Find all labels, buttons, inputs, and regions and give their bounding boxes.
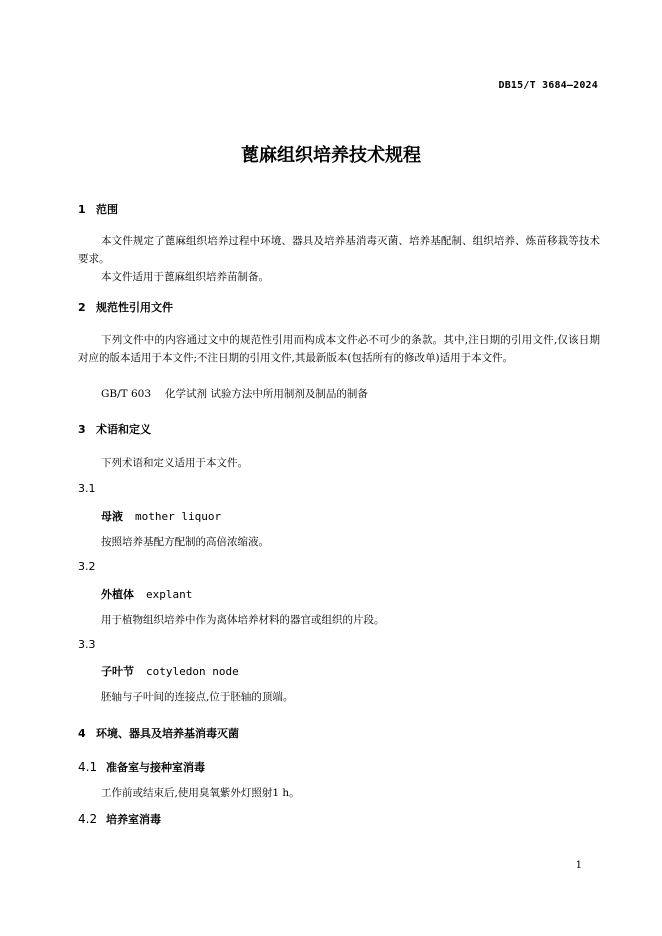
section-title: 范围: [96, 203, 118, 216]
term-english: mother liquor: [135, 510, 222, 523]
scope-paragraph-2: 本文件适用于蓖麻组织培养苗制备。: [101, 271, 269, 283]
term-chinese: 母液: [101, 510, 123, 523]
section-title: 环境、器具及培养基消毒灭菌: [96, 727, 239, 740]
section-number: 2: [78, 301, 86, 314]
subsection-title: 培养室消毒: [106, 813, 161, 826]
subsection-4-1-heading: [78, 759, 205, 775]
section-4-heading: [78, 725, 239, 741]
term-definition: 按照培养基配方配制的高倍浓缩液。: [101, 536, 269, 548]
page-number: 1: [575, 860, 582, 871]
term-entry: [101, 586, 192, 602]
subsection-number: 4.2: [78, 812, 98, 826]
reference-entry: [101, 386, 368, 401]
term-definition: 用于植物组织培养中作为离体培养材料的器官或组织的片段。: [101, 614, 385, 626]
subsection-4-1-text: 工作前或结束后,使用臭氧紫外灯照射1 h。: [101, 787, 300, 799]
term-english: cotyledon node: [146, 665, 239, 678]
section-1-heading: [78, 201, 118, 217]
term-chinese: 子叶节: [101, 665, 134, 678]
section-2-heading: [78, 299, 173, 315]
term-number: 3.2: [78, 560, 96, 573]
section-number: 1: [78, 203, 86, 216]
subsection-title: 准备室与接种室消毒: [106, 761, 205, 774]
standard-code: DB15/T 3684—2024: [498, 80, 598, 91]
section-number: 4: [78, 727, 86, 740]
term-english: explant: [146, 588, 193, 601]
section-title: 术语和定义: [96, 423, 151, 436]
reference-code: GB/T 603: [101, 388, 152, 400]
section-title: 规范性引用文件: [96, 301, 173, 314]
terms-intro-paragraph: 下列术语和定义适用于本文件。: [101, 457, 248, 469]
term-entry: [101, 508, 221, 524]
document-title: 蓖麻组织培养技术规程: [241, 145, 421, 166]
term-number: 3.1: [78, 482, 96, 495]
scope-paragraph-1: 本文件规定了蓖麻组织培养过程中环境、器具及培养基消毒灭菌、培养基配制、组织培养、炼苗移栽等技术要求。: [78, 235, 600, 265]
term-definition: 胚轴与子叶间的连接点,位于胚轴的顶端。: [101, 691, 294, 703]
term-entry: [101, 663, 239, 679]
section-3-heading: [78, 421, 151, 437]
term-chinese: 外植体: [101, 588, 134, 601]
normative-references-paragraph: 下列文件中的内容通过文中的规范性引用而构成本文件必不可少的条款。其中,注日期的引用文件,仅该日期对应的版本适用于本文件;不注日期的引用文件,其最新版本(包括所有的修改单)适用于本文件。: [78, 334, 600, 364]
subsection-number: 4.1: [78, 760, 98, 774]
section-number: 3: [78, 423, 86, 436]
reference-title: 化学试剂 试验方法中所用制剂及制品的制备: [165, 388, 368, 400]
subsection-4-2-heading: [78, 811, 161, 827]
term-number: 3.3: [78, 638, 96, 651]
